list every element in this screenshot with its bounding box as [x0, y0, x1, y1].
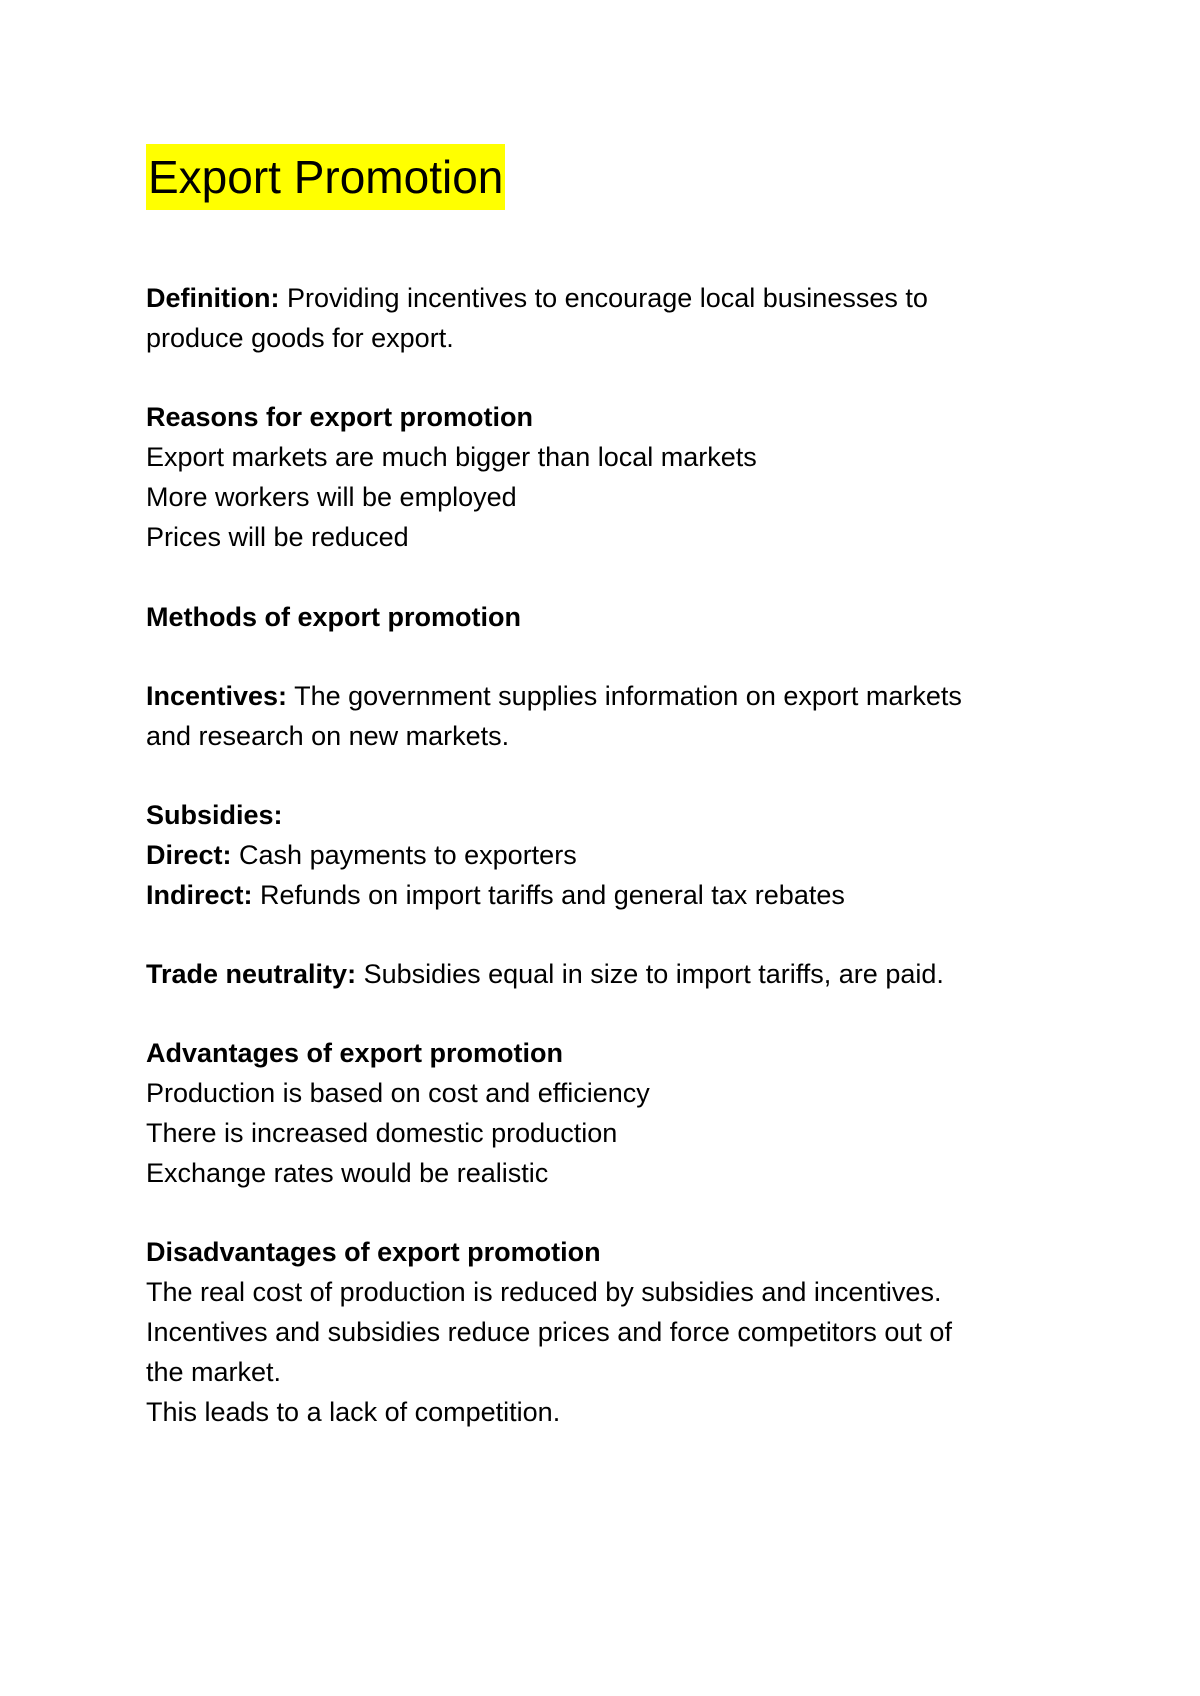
incentives-line-1 — [146, 676, 962, 716]
direct-label: Direct: — [146, 840, 232, 870]
definition-line-1 — [146, 278, 928, 318]
disadvantages-item: This leads to a lack of competition. — [146, 1397, 561, 1427]
indirect-line — [146, 875, 845, 915]
reasons-item: Export markets are much bigger than local markets — [146, 442, 757, 472]
indirect-label: Indirect: — [146, 880, 253, 910]
indirect-text: Refunds on import tariffs and general tax rebates — [252, 880, 845, 910]
trade-neutrality-label: Trade neutrality: — [146, 959, 357, 989]
definition-text-1: Providing incentives to encourage local businesses to — [279, 283, 928, 313]
disadvantages-item: Incentives and subsidies reduce prices and force competitors out of — [146, 1317, 952, 1347]
advantages-item: There is increased domestic production — [146, 1118, 618, 1148]
reasons-heading: Reasons for export promotion — [146, 402, 534, 432]
advantages-heading: Advantages of export promotion — [146, 1038, 564, 1068]
methods-heading: Methods of export promotion — [146, 602, 521, 632]
incentives-text-2: and research on new markets. — [146, 721, 510, 751]
direct-line — [146, 835, 577, 875]
direct-text: Cash payments to exporters — [231, 840, 577, 870]
definition-label: Definition: — [146, 283, 280, 313]
incentives-label: Incentives: — [146, 681, 288, 711]
disadvantages-heading: Disadvantages of export promotion — [146, 1237, 601, 1267]
disadvantages-item: the market. — [146, 1357, 282, 1387]
subsidies-label: Subsidies: — [146, 800, 283, 830]
trade-neutrality-text: Subsidies equal in size to import tariffs, are paid. — [356, 959, 944, 989]
advantages-item: Exchange rates would be realistic — [146, 1158, 549, 1188]
definition-line-2 — [146, 318, 454, 358]
disadvantages-item: The real cost of production is reduced by subsidies and incentives. — [146, 1277, 942, 1307]
reasons-item: More workers will be employed — [146, 482, 517, 512]
advantages-item: Production is based on cost and efficiency — [146, 1078, 650, 1108]
incentives-text-1: The government supplies information on export markets — [287, 681, 962, 711]
page-title-text: Export Promotion — [148, 151, 504, 203]
reasons-item: Prices will be reduced — [146, 522, 409, 552]
incentives-line-2 — [146, 716, 509, 756]
page-title — [146, 144, 505, 210]
trade-neutrality-line — [146, 954, 944, 994]
definition-text-2: produce goods for export. — [146, 323, 454, 353]
